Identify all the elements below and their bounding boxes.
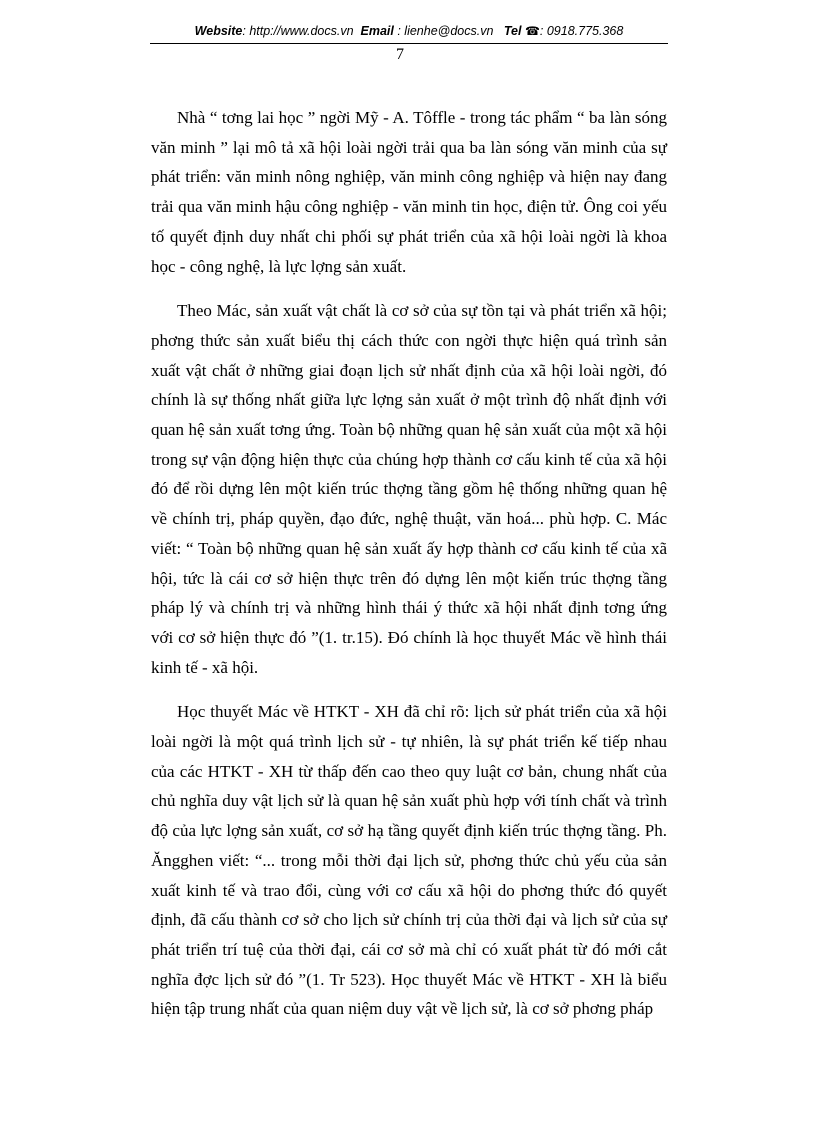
website-value: : http://www.docs.vn	[242, 24, 354, 38]
website-label: Website	[194, 24, 243, 38]
paragraph: Học thuyết Mác về HTKT - XH đã chỉ rõ: lịch sử phát triển của xã hội loài ngời là một quá trình lịch sử - tự nhiên, là sự phát triển kế tiếp nhau của các HTKT - XH từ thấp đến cao theo quy luật cơ bản, chung nhất của chủ nghĩa duy vật lịch sử là quan hệ sản xuất phù hợp với tính chất và trình độ của lực lợng sản xuất, cơ sở hạ tầng quyết định kiến trúc thợng tầng. Ph. Ăngghen viết: “... trong mỗi thời đại lịch sử, phơng thức chủ yếu của sản xuất kinh tế và trao đổi, cùng với cơ cấu xã hội do phơng thức đó quyết định, đã cấu thành cơ sở cho lịch sử chính trị của thời đại và lịch sử của sự phát triển trí tuệ của thời đại, cái cơ sở mà chỉ có xuất phát từ đó mới cắt nghĩa đợc lịch sử đó ”(1. Tr 523). Học thuyết Mác về HTKT - XH là biểu hiện tập trung nhất của quan niệm duy vật về lịch sử, là cơ sở phơng pháp	[151, 702, 667, 1019]
body-text	[151, 103, 667, 1039]
tel-value: : 0918.775.368	[539, 24, 624, 38]
email-label: Email	[360, 24, 394, 38]
paragraph: Nhà “ tơng lai học ” ngời Mỹ - A. Tôffle - trong tác phẩm “ ba làn sóng văn minh ” lại mô tả xã hội loài ngời trải qua ba làn sóng văn minh của sự phát triển: văn minh nông nghiệp, văn minh công nghiệp và hiện nay đang trải qua văn minh hậu công nghiệp - văn minh tin học, điện tử. Ông coi yếu tố quyết định duy nhất chi phối sự phát triển của xã hội loài ngời là khoa học - công nghệ, là lực lợng sản xuất.	[151, 108, 667, 276]
paragraph: Theo Mác, sản xuất vật chất là cơ sở của sự tồn tại và phát triển xã hội; phơng thức sản xuất biểu thị cách thức con ngời thực hiện quá trình sản xuất vật chất ở những giai đoạn lịch sử nhất định của xã hội loài ngời, đó chính là sự thống nhất giữa lực lợng sản xuất ở một trình độ nhất định với quan hệ sản xuất tơng ứng. Toàn bộ những quan hệ sản xuất của một xã hội trong sự vận động hiện thực của chúng hợp thành cơ cấu kinh tế của xã hội đó để rồi dựng lên một kiến trúc thợng tầng gồm hệ thống những quan hệ về chính trị, pháp quyền, đạo đức, nghệ thuật, văn hoá... phù hợp. C. Mác viết: “ Toàn bộ những quan hệ sản xuất ấy hợp thành cơ cấu kinh tế của xã hội, tức là cái cơ sở hiện thực trên đó dựng lên một kiến trúc thợng tầng pháp lý và chính trị và những hình thái ý thức xã hội nhất định tơng ứng với cơ sở hiện thực đó ”(1. tr.15). Đó chính là học thuyết Mác về hình thái kinh tế - xã hội.	[151, 301, 667, 677]
tel-label: Tel	[503, 24, 522, 38]
phone-icon: ☎	[524, 24, 540, 38]
page-number: 7	[396, 46, 404, 63]
email-value: : lienhe@docs.vn	[397, 24, 494, 38]
page-header	[150, 22, 668, 40]
